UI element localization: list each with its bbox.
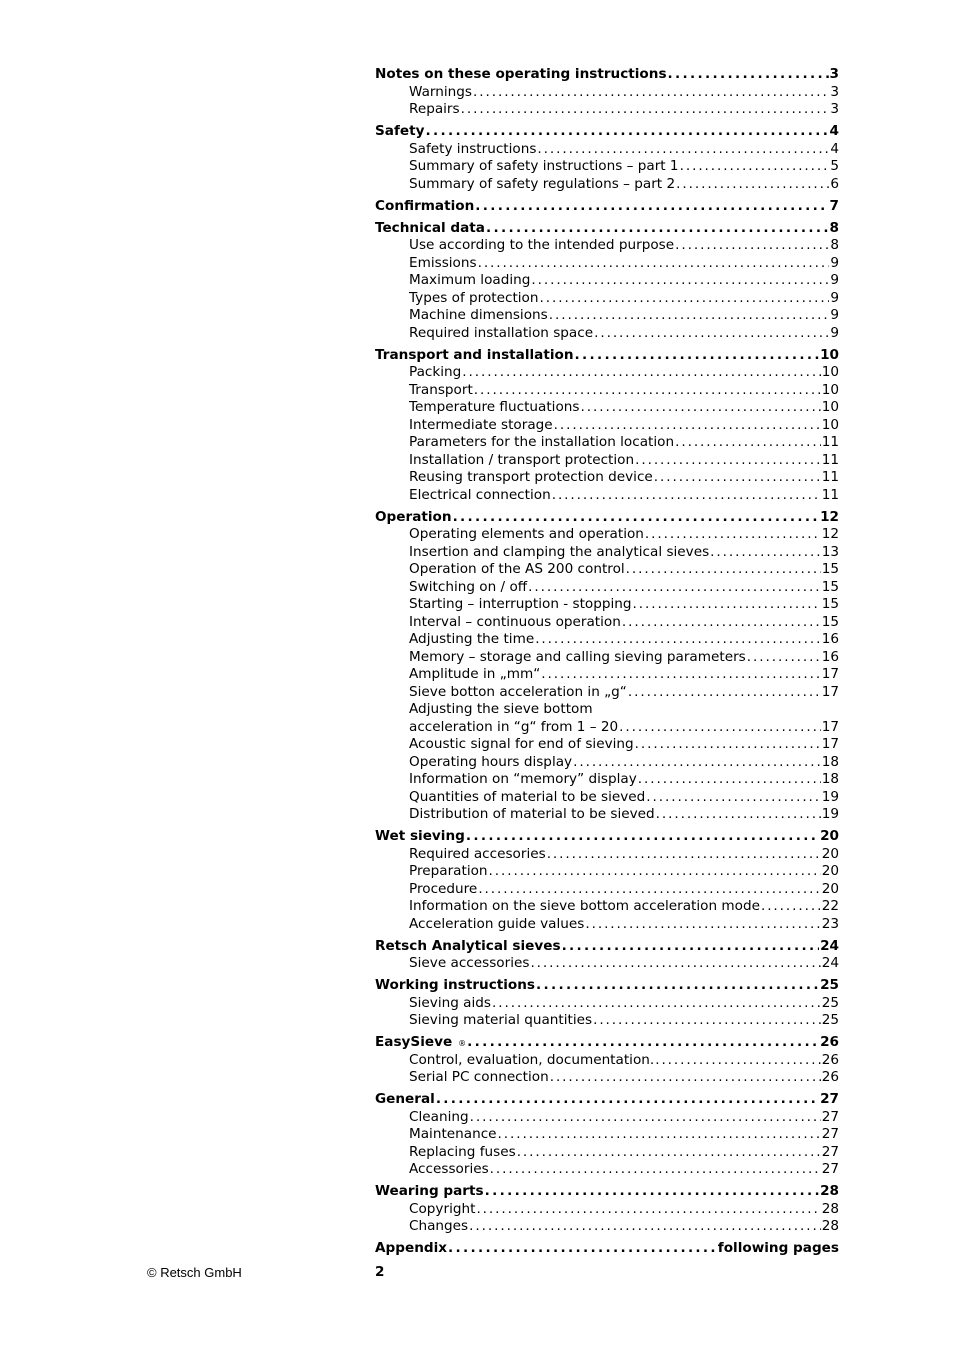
dot-leader [646,789,820,807]
dot-leader [575,347,820,365]
toc-entry-page: 6 [830,175,839,192]
toc-subentry[interactable] [375,364,839,382]
toc-subentry[interactable] [375,916,839,934]
dot-leader [448,1240,717,1258]
toc-section [375,938,839,973]
toc-entry-page: 20 [820,828,839,844]
toc-entry-title: Safety instructions [409,140,537,157]
dot-leader [537,141,829,159]
toc-subentry[interactable] [375,325,839,343]
toc-subentry[interactable] [375,1126,839,1144]
toc-entry-page: 3 [829,66,839,82]
toc-section [375,1034,839,1087]
toc-section [375,509,839,824]
toc-subentry[interactable] [375,771,839,789]
dot-leader [593,1012,821,1030]
toc-entry-title: Acceleration guide values [409,915,585,932]
toc-subentry[interactable] [375,631,839,649]
dot-leader [645,526,821,544]
toc-subentry[interactable] [375,469,839,487]
toc-entry-page: 9 [830,254,839,271]
toc-subentry[interactable] [375,1218,839,1236]
toc-entry-page: following pages [717,1240,839,1256]
toc-section [375,220,839,343]
dot-leader [680,158,830,176]
dot-leader [478,255,830,273]
toc-section-heading[interactable] [375,220,839,238]
toc-section-heading[interactable] [375,977,839,995]
toc-entry-title: Appendix [375,1240,448,1256]
toc-entry-title: Control, evaluation, documentation. [409,1051,655,1068]
toc-entry-title: Insertion and clamping the analytical sieves [409,543,710,560]
dot-leader [531,272,829,290]
toc-entry-page: 25 [821,994,839,1011]
dot-leader [486,220,829,238]
dot-leader [761,898,821,916]
toc-entry-page: 15 [821,596,839,612]
toc-entry-title: Cleaning [409,1108,469,1125]
dot-leader [536,977,819,995]
dot-leader [547,846,821,864]
toc-subentry[interactable] [375,881,839,899]
toc-entry-page: 20 [821,845,839,862]
toc-subentry[interactable] [375,526,839,544]
toc-entry-title: Memory – storage and calling sieving parameters [409,648,746,665]
toc-entry-page: 27 [820,1091,839,1107]
dot-leader [554,417,821,435]
toc-subentry[interactable] [375,255,839,273]
toc-entry-title: Wearing parts [375,1183,484,1199]
toc-entry-title: Quantities of material to be sieved [409,788,646,805]
toc-entry-title: Operating elements and operation [409,526,644,542]
toc-entry-page: 10 [821,364,839,380]
dot-leader [528,579,821,597]
toc-entry-title: Sieve accessories [409,955,530,971]
toc-entry-page: 3 [830,83,839,100]
toc-entry-page: 15 [821,561,839,577]
dot-leader [676,176,829,194]
toc-subentry[interactable] [375,684,839,702]
toc-subentry[interactable] [375,596,839,614]
toc-entry-title: Emissions [409,254,477,271]
toc-subentry[interactable] [375,898,839,916]
toc-subentry[interactable] [375,1069,839,1087]
toc-entry-title: Use according to the intended purpose [409,237,675,253]
toc-subentry[interactable] [375,272,839,290]
dot-leader [654,469,821,487]
toc-entry-title: Starting – interruption - stopping [409,596,632,612]
toc-entry-title: Distribution of material to be sieved [409,806,655,822]
toc-entry-title: Preparation [409,863,488,879]
dot-leader [436,1091,819,1109]
toc-subentry[interactable] [375,307,839,325]
toc-section [375,1240,839,1258]
toc-entry-page: 20 [821,863,839,879]
dot-leader [517,1144,821,1162]
toc-subentry[interactable] [375,1161,839,1179]
dot-leader [540,290,830,308]
toc-subentry[interactable] [375,846,839,864]
dot-leader [626,561,821,579]
toc-section-heading[interactable] [375,828,839,846]
registered-mark: ® [458,1039,467,1048]
toc-section-heading[interactable] [375,66,839,84]
toc-section [375,828,839,933]
toc-entry-title: Maintenance [409,1126,497,1142]
toc-subentry[interactable] [375,417,839,435]
toc-entry-page: 13 [821,543,839,560]
dot-leader [675,237,829,255]
toc-subentry[interactable] [375,579,839,597]
toc-subentry[interactable] [375,101,839,119]
toc-entry-page: 9 [830,289,839,306]
toc-entry-page: 9 [830,272,839,288]
dot-leader [541,666,820,684]
toc-subentry[interactable] [375,452,839,470]
toc-subentry[interactable] [375,176,839,194]
toc-entry-page: 11 [821,469,839,485]
toc-subentry[interactable] [375,666,839,684]
dot-leader [473,84,829,102]
toc-entry-page: 20 [821,880,839,897]
dot-leader [467,1034,819,1052]
dot-leader [470,1109,821,1127]
toc-entry-page: 8 [829,219,839,236]
toc-subentry[interactable] [375,434,839,452]
dot-leader [462,364,820,382]
toc-entry-title: Sieve botton acceleration in „g“ [409,683,627,700]
toc-entry-page: 26 [820,1034,839,1050]
toc-entry-title: acceleration in “g“ from 1 – 20 [409,718,619,735]
toc-entry-title: Electrical connection [409,486,551,503]
toc-entry-page: 24 [821,955,839,971]
dot-leader [475,198,828,216]
toc-subentry-continuation[interactable] [375,719,839,737]
toc-entry-page: 23 [821,915,839,932]
dot-leader [490,1161,821,1179]
toc-entry-title: Wet sieving [375,828,465,844]
toc-entry-title: Procedure [409,880,478,897]
dot-leader [466,828,819,846]
toc-entry-page: 28 [821,1200,839,1217]
dot-leader [461,101,830,119]
dot-leader [485,1183,819,1201]
toc-entry-title: Summary of safety instructions – part 1 [409,158,679,174]
toc-entry-title: Technical data [375,219,485,236]
toc-entry-page: 4 [829,123,839,139]
dot-leader [469,1218,821,1236]
dot-leader [710,544,821,562]
toc-entry-page: 16 [821,631,839,647]
toc-entry-page: 26 [821,1069,839,1085]
toc-entry-page: 12 [820,508,839,525]
toc-section [375,1183,839,1236]
toc-subentry[interactable] [375,399,839,417]
dot-leader [550,1069,821,1087]
toc-subentry[interactable] [375,1109,839,1127]
toc-entry-page: 22 [821,898,839,914]
toc-entry-page: 24 [820,937,839,954]
toc-subentry[interactable] [375,544,839,562]
toc-entry-page: 15 [821,613,839,630]
dot-leader [633,596,821,614]
toc-entry-page: 17 [821,718,839,735]
toc-entry-page: 4 [830,140,839,157]
dot-leader [638,771,821,789]
toc-entry-title: Transport and installation [375,346,574,363]
toc-entry-title: Copyright [409,1200,476,1217]
toc-entry-page: 18 [821,771,839,787]
toc-entry-title: Temperature fluctuations [409,399,580,415]
dot-leader [585,916,820,934]
toc-entry-page: 26 [821,1051,839,1068]
toc-section-heading[interactable] [375,1240,839,1258]
toc-subentry[interactable] [375,84,839,102]
toc-entry-title: Summary of safety regulations – part 2 [409,175,676,192]
toc-entry-title: Sieving aids [409,994,491,1011]
dot-leader [635,736,821,754]
toc-entry-title: Notes on these operating instructions [375,66,667,82]
toc-entry-title: Machine dimensions [409,307,548,323]
toc-entry-page: 7 [829,197,839,214]
toc-entry-title: Operating hours display [409,753,573,770]
dot-leader [489,863,821,881]
toc-entry-title: Confirmation [375,197,475,214]
toc-entry-title: Changes [409,1218,469,1234]
toc-entry-title: Transport [409,381,473,398]
dot-leader [530,955,820,973]
toc-entry-title: Safety [375,123,425,139]
toc-entry-page: 10 [821,416,839,433]
dot-leader [425,123,828,141]
dot-leader [622,614,821,632]
toc-entry-title: Types of protection [409,289,539,306]
toc-subentry[interactable] [375,141,839,159]
toc-entry-page: 17 [821,666,839,682]
toc-entry-page: 5 [830,158,839,174]
toc-subentry[interactable] [375,736,839,754]
dot-leader [492,995,821,1013]
dot-leader [656,806,821,824]
toc-entry-title: Amplitude in „mm“ [409,666,541,682]
toc-subentry[interactable] [375,754,839,772]
toc-entry-title: Information on the sieve bottom acceleration mode [409,898,760,914]
toc-entry-page: 11 [821,451,839,468]
toc-entry-page: 17 [821,683,839,700]
toc-subentry[interactable] [375,863,839,881]
toc-entry-title: Replacing fuses [409,1143,516,1160]
dot-leader [668,66,829,84]
toc-entry-page: 11 [821,486,839,503]
dot-leader [619,719,821,737]
toc-entry-page: 9 [830,324,839,341]
toc-entry-title: Repairs [409,101,460,117]
toc-entry-page: 19 [821,806,839,822]
toc-subentry[interactable] [375,487,839,505]
toc-entry-page: 19 [821,788,839,805]
toc-entry-title: EasySieve [375,1034,453,1050]
toc-subentry[interactable] [375,290,839,308]
toc-entry-page: 25 [820,977,839,993]
toc-entry-title: Maximum loading [409,272,531,288]
footer-page-number: 2 [375,1264,385,1280]
toc-subentry[interactable] [375,789,839,807]
toc-entry-page: 28 [820,1183,839,1199]
dot-leader [580,399,820,417]
toc-entry-page: 27 [821,1143,839,1160]
dot-leader [476,1201,820,1219]
footer-copyright: © Retsch GmbH [147,1265,242,1280]
table-of-contents [375,66,839,1262]
toc-entry-page: 9 [830,307,839,323]
toc-section-heading[interactable] [375,509,839,527]
toc-entry-title: Operation of the AS 200 control [409,561,625,577]
toc-entry-title: Retsch Analytical sieves [375,937,561,954]
toc-entry-title: Packing [409,364,462,380]
dot-leader [628,684,821,702]
toc-subentry[interactable] [375,1201,839,1219]
dot-leader [478,881,820,899]
toc-entry-title: Operation [375,508,452,525]
toc-entry-title: Accessories [409,1161,489,1177]
toc-section [375,347,839,505]
toc-entry-page: 8 [830,237,839,253]
toc-entry-page: 28 [821,1218,839,1234]
toc-entry-title: Sieving material quantities [409,1012,593,1028]
dot-leader [675,434,821,452]
toc-entry-title: General [375,1091,435,1107]
dot-leader [549,307,830,325]
toc-entry-title: Adjusting the time [409,631,535,647]
toc-entry-page: 10 [821,399,839,415]
toc-entry-page: 10 [821,381,839,398]
toc-entry-title: Interval – continuous operation [409,613,621,630]
dot-leader [562,938,820,956]
dot-leader [573,754,821,772]
toc-entry-page: 17 [821,736,839,752]
toc-entry-title: Working instructions [375,977,536,993]
toc-entry-page: 11 [821,434,839,450]
toc-subentry[interactable] [375,614,839,632]
toc-entry-title: Required accesories [409,845,546,862]
toc-subentry[interactable] [375,995,839,1013]
toc-entry-title: Adjusting the sieve bottom [409,701,593,717]
toc-entry-page: 27 [821,1126,839,1142]
toc-entry-title: Warnings [409,83,472,100]
toc-entry-title: Intermediate storage [409,416,553,433]
dot-leader [453,509,820,527]
dot-leader [535,631,821,649]
toc-entry-title: Reusing transport protection device [409,469,653,485]
toc-entry-page: 10 [820,346,839,363]
toc-entry-page: 18 [821,753,839,770]
toc-entry-page: 16 [821,648,839,665]
dot-leader [655,1052,820,1070]
toc-subentry[interactable] [375,158,839,176]
toc-section [375,198,839,216]
toc-section-heading[interactable] [375,123,839,141]
toc-section-heading[interactable] [375,1091,839,1109]
dot-leader [552,487,821,505]
toc-subentry[interactable] [375,382,839,400]
toc-section [375,66,839,119]
toc-entry-title: Serial PC connection [409,1069,549,1085]
toc-subentry[interactable] [375,955,839,973]
toc-subentry[interactable] [375,1144,839,1162]
dot-leader [474,382,821,400]
toc-entry-title: Parameters for the installation location [409,434,675,450]
dot-leader [635,452,821,470]
toc-section [375,123,839,193]
toc-entry-title: Required installation space [409,324,594,341]
dot-leader [747,649,821,667]
toc-entry-title: Information on “memory” display [409,771,637,787]
toc-section [375,1091,839,1179]
toc-entry-title: Acoustic signal for end of sieving [409,736,634,752]
toc-entry-title: Switching on / off [409,578,528,595]
toc-subentry[interactable] [375,649,839,667]
toc-subentry[interactable] [375,561,839,579]
toc-subentry[interactable] [375,1052,839,1070]
toc-section-heading[interactable] [375,938,839,956]
dot-leader [594,325,829,343]
toc-entry-page: 27 [821,1108,839,1125]
toc-entry-title: Installation / transport protection [409,451,635,468]
toc-subentry[interactable] [375,806,839,824]
toc-entry-page: 15 [821,578,839,595]
toc-entry-page: 3 [830,101,839,117]
toc-section-heading[interactable] [375,198,839,216]
toc-section-heading[interactable] [375,1183,839,1201]
dot-leader [498,1126,821,1144]
toc-subentry[interactable] [375,701,839,719]
toc-entry-page: 25 [821,1012,839,1028]
toc-subentry[interactable] [375,237,839,255]
toc-section-heading[interactable] [375,1034,839,1052]
toc-entry-page: 27 [821,1161,839,1177]
toc-entry-page: 12 [821,526,839,542]
toc-subentry[interactable] [375,1012,839,1030]
toc-section-heading[interactable] [375,347,839,365]
toc-section [375,977,839,1030]
